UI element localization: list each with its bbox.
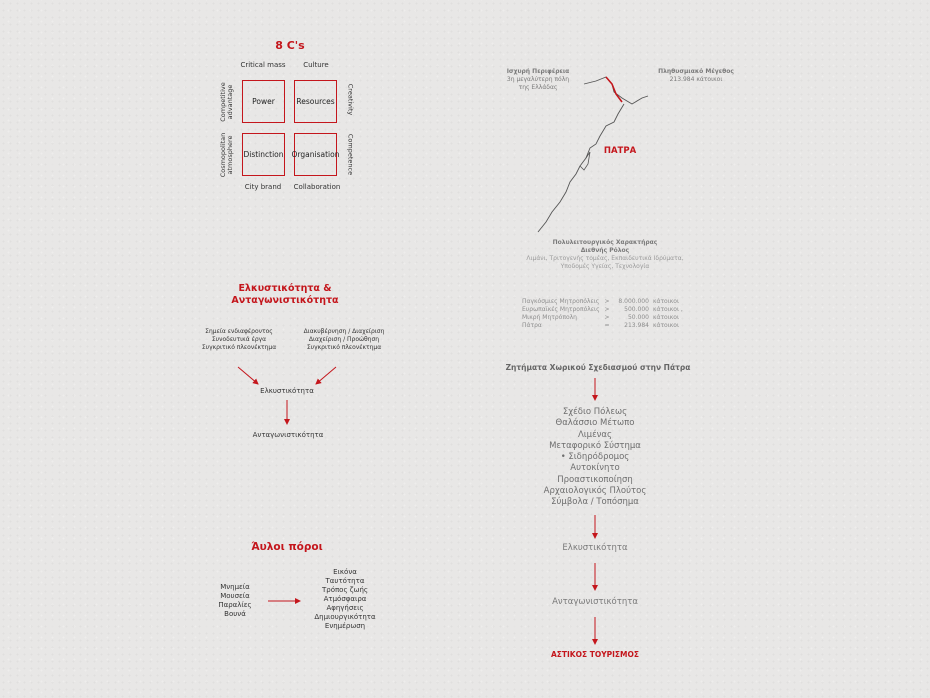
box-resources-label: Resources (296, 97, 335, 106)
planning-title: Ζητήματα Χωρικού Σχεδιασμού στην Πάτρα (505, 363, 691, 372)
label-creativity: Creativity (346, 83, 355, 116)
attract-bottom: Ανταγωνιστικότητα (252, 431, 324, 439)
intangible-right-item: Ατμόσφαιρα (323, 595, 367, 603)
pop-value: 500.000 (624, 306, 649, 313)
attract-right-item: Διακυβέρνηση / Διαχείριση (303, 328, 385, 335)
intangible-right-item: Τρόπος ζωής (321, 586, 369, 594)
label-critical-mass: Critical mass (240, 61, 286, 69)
planning-item: • Σιδηρόδρομος (560, 452, 630, 463)
city-highlight (606, 77, 622, 102)
label-competitive-advantage: Competitive advantage (219, 82, 234, 122)
intangible-left-item: Βουνά (224, 610, 246, 618)
intangible-title: Άυλοι πόροι (251, 541, 323, 553)
attract-right-item: Συγκριτικό πλεονέκτημα (306, 344, 382, 351)
pop-operator: > (604, 298, 610, 305)
pop-label: Παγκόσμιες Μητροπόλεις (522, 298, 600, 305)
pop-label: Μικρή Μητρόπολη (522, 314, 577, 321)
map-right-label-sub: 213.984 κάτοικοι (669, 76, 723, 83)
pop-label: Πάτρα (522, 322, 542, 329)
label-competence: Competence (346, 133, 355, 176)
label-collaboration: Collaboration (293, 183, 341, 191)
intangible-right-item: Ταυτότητα (325, 577, 365, 585)
eightcs-title: 8 C's (275, 39, 305, 52)
coastline-path (538, 77, 648, 232)
planning-item: Αυτοκίνητο (570, 463, 620, 474)
map-left-label-sub: της Ελλάδας (518, 84, 558, 91)
label-cosmopolitan-atmosphere: Cosmopolitan atmosphere (219, 132, 234, 178)
coastline-harbor (580, 152, 590, 170)
attract-left-item: Σημεία ενδιαφέροντος (205, 328, 273, 335)
planning-item: Σχέδιο Πόλεως (562, 407, 628, 417)
pop-value: 50.000 (627, 314, 649, 321)
map-character-title: Πολυλειτουργικός Χαρακτήρας (552, 239, 658, 246)
pop-value: 8.000.000 (618, 298, 649, 305)
attract-title-line1: Ελκυστικότητα & (238, 283, 332, 294)
map-character-sub: Υποδομές Υγείας, Τεχνολογία (560, 263, 650, 270)
attract-middle: Ελκυστικότητα (260, 387, 314, 395)
pop-operator: = (604, 322, 610, 329)
intangible-right-item: Εικόνα (333, 568, 357, 576)
label-city-brand: City brand (244, 183, 282, 191)
intangible-left-item: Μνημεία (220, 583, 250, 591)
planning-item: Θαλάσσιο Μέτωπο (555, 418, 635, 429)
box-power-label: Power (252, 97, 275, 106)
planning-step-compete: Ανταγωνιστικότητα (552, 597, 638, 607)
map-left-label-sub: 3η μεγαλύτερη πόλη (506, 76, 570, 83)
pop-value: 213.984 (624, 322, 649, 329)
planning-item: Μεταφορικό Σύστημα (549, 440, 641, 451)
intangible-right-item: Δημιουργικότητα (314, 613, 376, 621)
pop-unit: κάτοικοι (652, 298, 679, 305)
arrow-right-to-attract (316, 367, 336, 384)
planning-item: Σύμβολα / Τοπόσημα (551, 497, 639, 508)
arrow-left-to-attract (238, 367, 258, 384)
label-culture: Culture (303, 61, 329, 69)
attract-right-item: Διαχείριση / Προώθηση (308, 336, 380, 343)
pop-unit: κάτοικοι , (652, 306, 683, 313)
pop-unit: κάτοικοι (652, 314, 679, 321)
planning-item: Λιμένας (577, 429, 613, 440)
map-right-label-title: Πληθυσμιακό Μέγεθος (658, 68, 734, 75)
map-character-title: Διεθνής Ρόλος (580, 247, 630, 254)
attract-left-item: Συνοδευτικά έργα (211, 336, 267, 343)
map-city-label: ΠΑΤΡΑ (603, 146, 637, 156)
pop-label: Ευρωπαϊκές Μητροπόλεις (522, 306, 600, 313)
attract-title-line2: Ανταγωνιστικότητα (231, 295, 339, 306)
planning-item: Αρχαιολογικός Πλούτος (543, 486, 647, 497)
planning-step-attract: Ελκυστικότητα (562, 543, 628, 553)
pop-operator: > (604, 314, 610, 321)
pop-unit: κάτοικοι (652, 322, 679, 329)
planning-final: ΑΣΤΙΚΟΣ ΤΟΥΡΙΣΜΟΣ (550, 650, 640, 659)
pop-operator: > (604, 306, 610, 313)
attract-left-item: Συγκριτικό πλεονέκτημα (201, 344, 277, 351)
map-character-sub: Λιμάνι, Τριτογενής τομέας, Εκπαιδευτικά Ιδρύματα, (526, 255, 684, 262)
intangible-right-item: Αφηγήσεις (326, 604, 364, 612)
box-distinction-label: Distinction (243, 150, 284, 159)
box-organisation-label: Organisation (291, 150, 340, 159)
intangible-right-item: Ενημέρωση (324, 622, 366, 630)
map-left-label-title: Ισχυρή Περιφέρεια (506, 68, 570, 75)
intangible-left-item: Παραλίες (218, 601, 252, 609)
intangible-left-item: Μουσεία (220, 592, 250, 600)
planning-item: Προαστικοποίηση (557, 474, 633, 485)
